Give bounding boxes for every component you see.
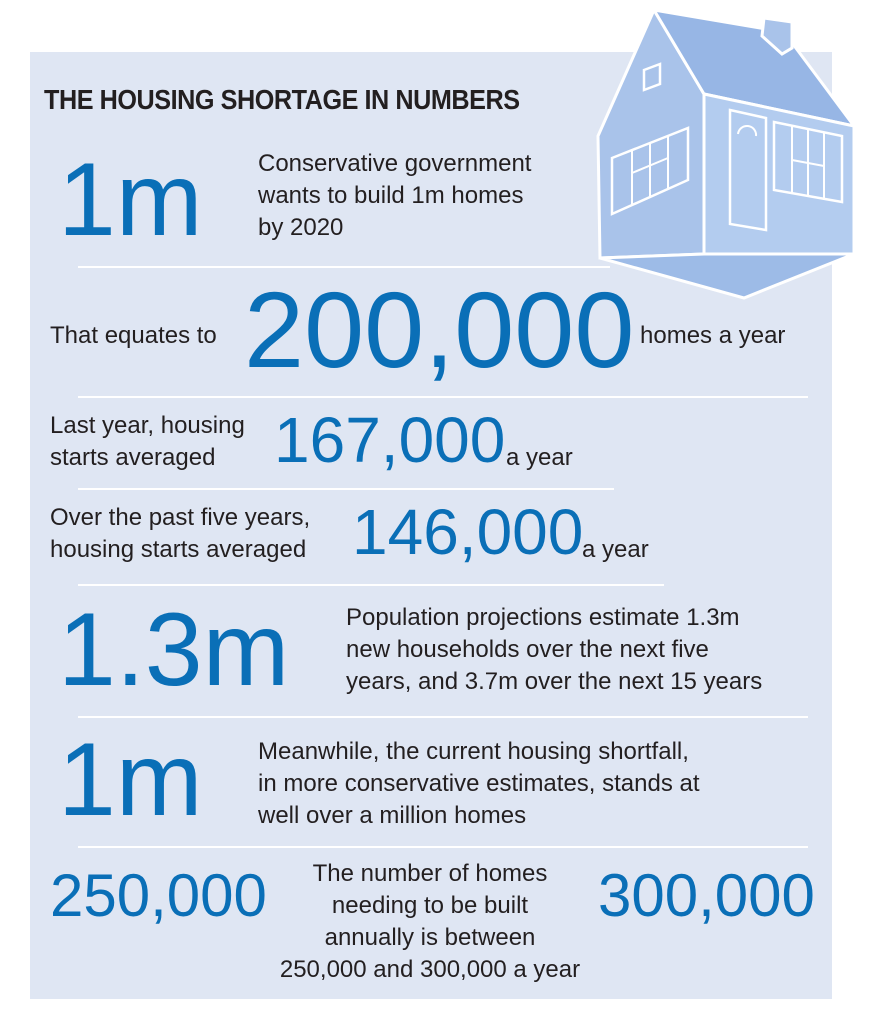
stat-1m-target: 1m (58, 142, 203, 258)
text-line: new households over the next five (346, 636, 709, 663)
stat-1-3m: 1.3m (58, 592, 290, 708)
five-years-label (50, 502, 310, 566)
shortfall-text (258, 736, 700, 832)
text-line: by 2020 (258, 214, 344, 241)
a-year-label: a year (506, 444, 573, 471)
text-line: years, and 3.7m over the next 15 years (346, 668, 763, 695)
text-line: Population projections estimate 1.3m (346, 604, 740, 631)
text-line: starts averaged (50, 444, 216, 471)
stat-1m-target-text (258, 148, 531, 244)
divider (78, 488, 614, 490)
divider (78, 846, 808, 848)
text-line: well over a million homes (258, 802, 527, 829)
homes-a-year-label: homes a year (640, 322, 786, 349)
a-year-label: a year (582, 536, 649, 563)
text-line: Conservative government (258, 150, 532, 177)
stat-167000: 167,000 (274, 404, 506, 476)
text-line: 250,000 and 300,000 a year (279, 956, 581, 983)
text-line: wants to build 1m homes (258, 182, 524, 209)
stat-146000: 146,000 (352, 496, 584, 568)
text-line: annually is between (324, 924, 536, 951)
last-year-label (50, 410, 245, 474)
projections-text (346, 602, 762, 698)
annual-range-text (262, 858, 598, 986)
text-line: Last year, housing (50, 412, 245, 439)
text-line: in more conservative estimates, stands at (258, 770, 700, 797)
divider (78, 266, 610, 268)
text-line: Over the past five years, (50, 504, 311, 531)
text-line: housing starts averaged (50, 536, 307, 563)
text-line: needing to be built (331, 892, 529, 919)
stat-1m-shortfall: 1m (58, 722, 203, 838)
stat-250000: 250,000 (50, 862, 267, 929)
text-line: Meanwhile, the current housing shortfall, (258, 738, 689, 765)
infographic-title: THE HOUSING SHORTAGE IN NUMBERS (44, 84, 520, 115)
stat-300000: 300,000 (598, 862, 815, 929)
stat-200000: 200,000 (244, 269, 635, 390)
divider (78, 716, 808, 718)
house-icon (592, 8, 860, 300)
equates-label: That equates to (50, 322, 217, 349)
divider (78, 396, 808, 398)
divider (78, 584, 664, 586)
text-line: The number of homes (312, 860, 548, 887)
